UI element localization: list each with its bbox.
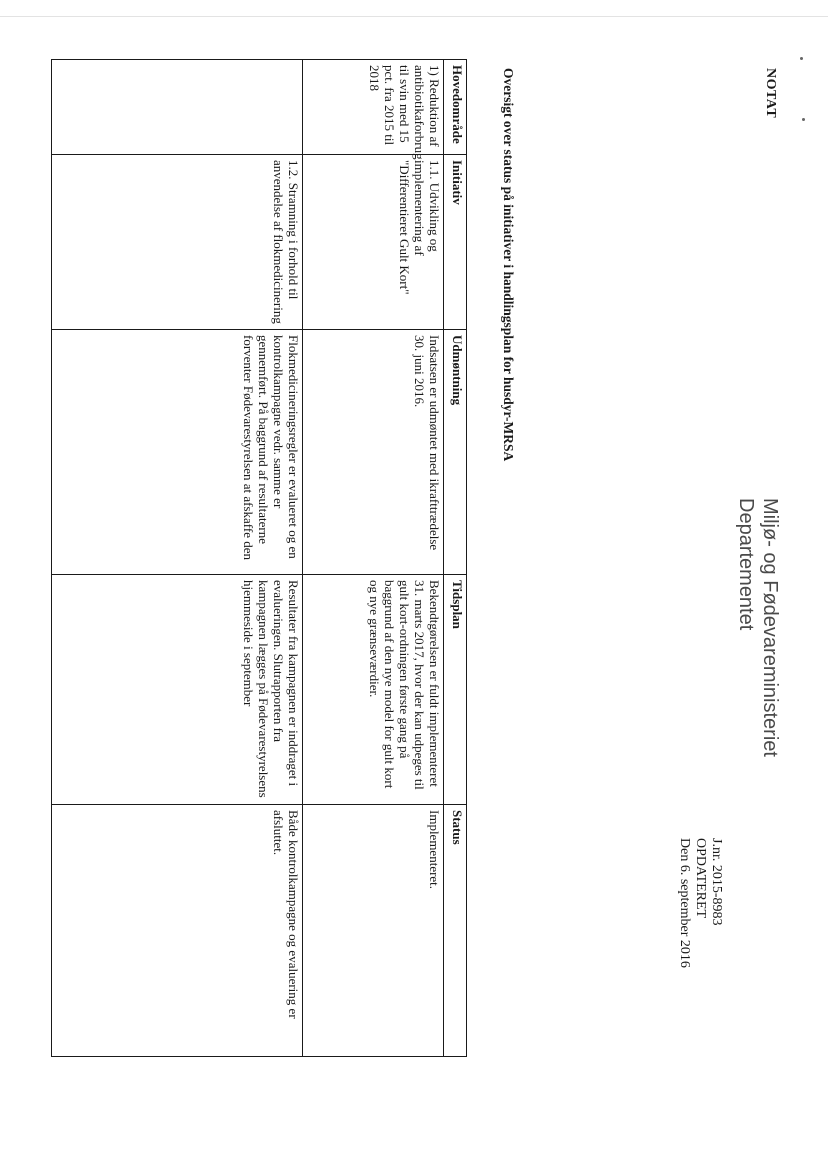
- table-header-row: [444, 60, 467, 1057]
- updated-label: OPDATERET: [693, 838, 708, 919]
- page-title: Oversigt over status på initiativer i handlingsplan for husdyr-MRSA: [501, 68, 516, 462]
- cell-status: Implementeret.: [303, 805, 444, 1057]
- cell-initiativ: 1.1. Udvikling og implementering af "Differentieret Gult Kort": [303, 155, 444, 330]
- department-name: Departementet: [735, 498, 757, 631]
- table-row: [52, 60, 303, 1057]
- memo-label: NOTAT: [763, 68, 778, 119]
- column-header: Initiativ: [444, 155, 467, 330]
- cell-udmoentning: Flokmedicineringsregler er evalueret og en kontrolkampagne vedr. samme er gennemført. På baggrund af resultaterne forventer Fødevarestyrelsen at afskaffe den: [52, 330, 303, 575]
- journal-number: J.nr. 2015-8983: [709, 838, 724, 926]
- cell-status: Både kontrolkampagne og evaluering er afsluttet.: [52, 805, 303, 1057]
- column-header: Tidsplan: [444, 575, 467, 805]
- column-header: Hovedområde: [444, 60, 467, 155]
- table-row: [303, 60, 444, 1057]
- cell-tidsplan: Bekendtgørelsen er fuldt implementeret 31. marts 2017, hvor der kan udpeges til gult kort-ordningen første gang på baggrund af den nye model for gult kort og nye grænseværdier.: [303, 575, 444, 805]
- ministry-logo: [734, 498, 782, 757]
- cell-udmoentning: Indsatsen er udmøntet med ikrafttrædelse 30. juni 2016.: [303, 330, 444, 575]
- ministry-name: Miljø- og Fødevareministeriet: [759, 498, 781, 757]
- column-header: Udmøntning: [444, 330, 467, 575]
- cell-tidsplan: Resultater fra kampagnen er inddraget i evalueringen. Slutrapporten fra kampagnen lægges på Fødevarestyrelsens hjemmeside i september: [52, 575, 303, 805]
- cell-hovedomraade: 1) Reduktion af antibiotikaforbrug til svin med 15 pct. fra 2015 til 2018: [303, 60, 444, 155]
- document-date: Den 6. september 2016: [677, 838, 692, 968]
- cell-initiativ: 1.2. Stramning i forhold til anvendelse af flokmedicinering: [52, 155, 303, 330]
- status-table: [51, 59, 467, 1057]
- cell-hovedomraade: [52, 60, 303, 155]
- column-header: Status: [444, 805, 467, 1057]
- document-meta: [676, 838, 724, 968]
